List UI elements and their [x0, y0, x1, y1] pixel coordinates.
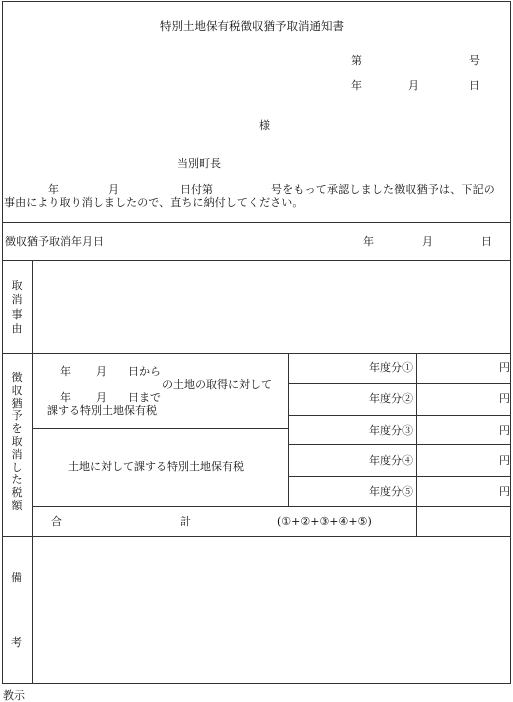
fiscal-year-label-1: 年度分①: [369, 361, 413, 374]
total-formula: (①+②+③+④+⑤): [277, 515, 372, 528]
land-tax-text: 土地に対して課する特別土地保有税: [68, 460, 244, 473]
cancel-date-month: 月: [422, 235, 433, 248]
cancel-date-year: 年: [363, 235, 374, 248]
notice-month: 月: [108, 183, 119, 196]
cancel-date-label: 徴収猶予取消年月日: [5, 235, 104, 248]
remarks-label-bottom: 考: [11, 636, 22, 649]
amount-field-1[interactable]: [417, 354, 497, 383]
notice-dated-no: 日付第: [180, 183, 213, 196]
acquisition-to-month: 月: [96, 391, 107, 404]
tax-upper-lower-divider: [32, 428, 288, 429]
addressee-suffix: 様: [259, 119, 270, 132]
tax-side-label: 徴収猶予を取消した税額: [11, 371, 23, 512]
number-prefix: 第: [351, 54, 362, 67]
amount-field-4[interactable]: [417, 445, 497, 476]
amount-field-3[interactable]: [417, 416, 497, 444]
amount-field-2[interactable]: [417, 384, 497, 415]
tax-desc-divider: [288, 353, 289, 506]
total-label-a: 合: [51, 515, 62, 528]
acquisition-from-month: 月: [96, 365, 107, 378]
yen-unit-5: 円: [499, 485, 510, 498]
issue-date-year: 年: [351, 79, 362, 92]
acquisition-to-text: 日まで: [128, 391, 161, 404]
issue-date-month: 月: [408, 79, 419, 92]
issue-date-day: 日: [469, 79, 480, 92]
total-label-b: 計: [180, 515, 191, 528]
yen-unit-1: 円: [499, 361, 510, 374]
yen-unit-3: 円: [499, 424, 510, 437]
fiscal-year-label-4: 年度分④: [369, 454, 413, 467]
yen-unit-4: 円: [499, 454, 510, 467]
yen-unit-2: 円: [499, 392, 510, 405]
remarks-label-top: 備: [11, 571, 22, 584]
remarks-field[interactable]: [33, 537, 510, 683]
acquisition-from-text: 日から: [128, 365, 161, 378]
issuer-name: 当別町長: [177, 157, 221, 170]
reason-field[interactable]: [33, 261, 510, 353]
kyouji-label: 教示: [3, 689, 25, 702]
acquisition-tax-text: 課する特別土地保有税: [47, 404, 157, 417]
cancel-date-day: 日: [481, 235, 492, 248]
amount-field-5[interactable]: [417, 477, 497, 506]
total-amount-field[interactable]: [417, 507, 510, 536]
number-suffix: 号: [469, 54, 480, 67]
fiscal-year-label-5: 年度分⑤: [369, 485, 413, 498]
notice-year: 年: [48, 183, 59, 196]
fiscal-year-label-3: 年度分③: [369, 424, 413, 437]
acquisition-middle-text: の土地の取得に対して: [162, 378, 272, 391]
notice-text-2: 事由により取り消しましたので、直ちに納付してください。: [4, 196, 304, 209]
header-divider: [2, 222, 511, 223]
notice-text-1: 号をもって承認しました徴収猶予は、下記の: [271, 183, 495, 196]
document-title: 特別土地保有税徴収猶予取消通知書: [160, 19, 344, 33]
acquisition-to-year: 年: [60, 391, 71, 404]
acquisition-from-year: 年: [60, 365, 71, 378]
reason-label: 取消事由: [11, 279, 23, 336]
fiscal-year-label-2: 年度分②: [369, 392, 413, 405]
